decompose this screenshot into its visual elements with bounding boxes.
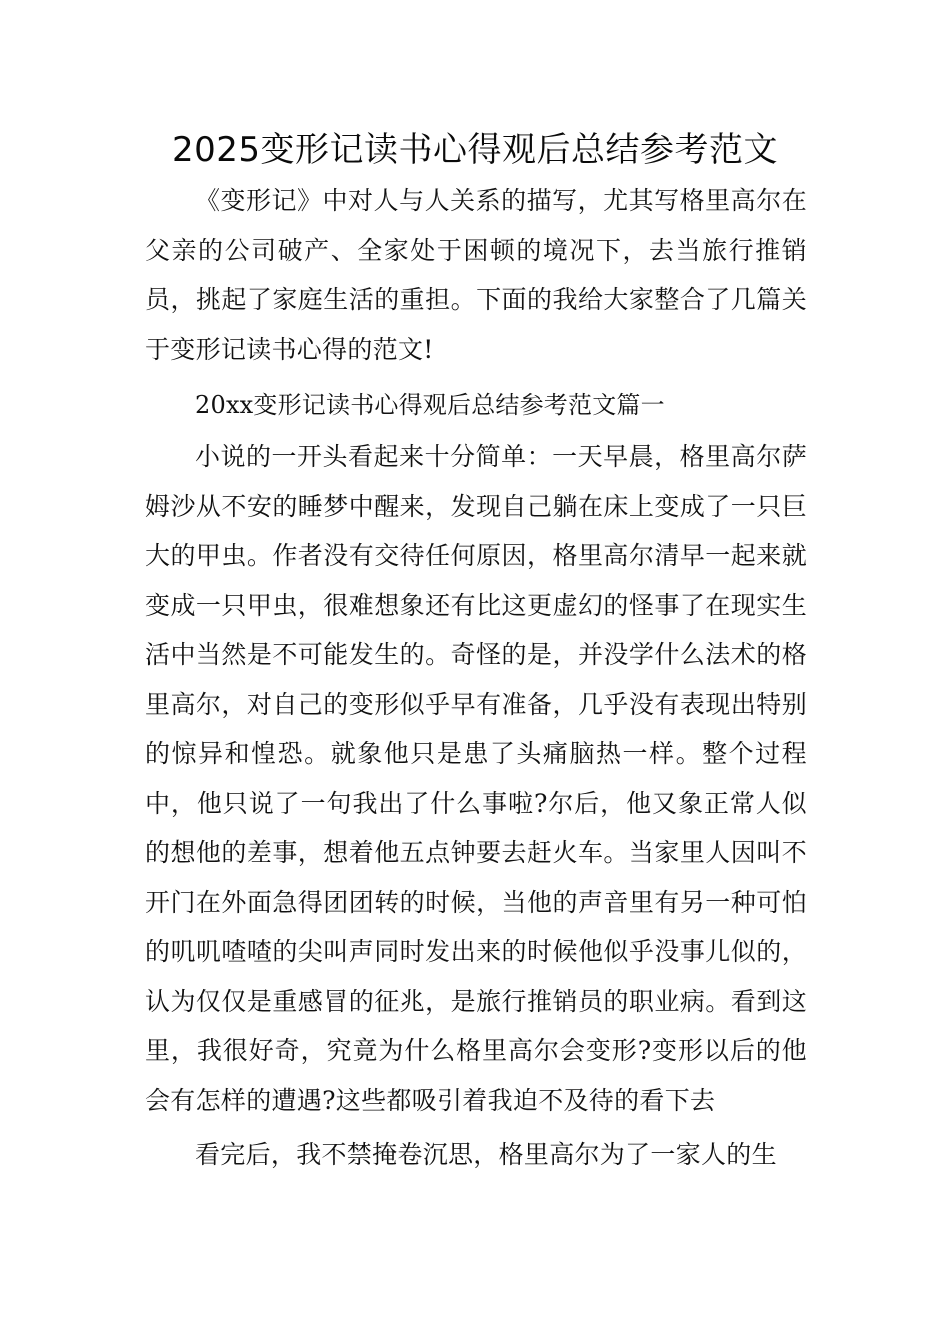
body-paragraph-continued: 看完后，我不禁掩卷沉思，格里高尔为了一家人的生 — [195, 1140, 777, 1169]
document-title: 2025变形记读书心得观后总结参考范文 — [171, 130, 779, 170]
section-heading: 20xx变形记读书心得观后总结参考范文篇一 — [195, 391, 665, 419]
intro-paragraph: 《变形记》中对人与人关系的描写，尤其写格里高尔在父亲的公司破产、全家处于困顿的境况下，去当旅行推销员，挑起了家庭生活的重担。下面的我给大家整合了几篇关于变形记读书心得的范文! — [145, 186, 807, 364]
document-body — [145, 176, 807, 1180]
body-paragraph: 小说的一开头看起来十分简单：一天早晨，格里高尔萨姆沙从不安的睡梦中醒来，发现自己躺在床上变成了一只巨大的甲虫。作者没有交待任何原因，格里高尔清早一起来就变成一只甲虫，很难想象还有比这更虚幻的怪事了在现实生活中当然是不可能发生的。奇怪的是，并没学什么法术的格里高尔，对自己的变形似乎早有准备，几乎没有表现出特别的惊异和惶恐。就象他只是患了头痛脑热一样。整个过程中，他只说了一句我出了什么事啦?尔后，他又象正常人似的想他的差事，想着他五点钟要去赶火车。当家里人因叫不开门在外面急得团团转的时候，当他的声音里有另一种可怕的叽叽喳喳的尖叫声同时发出来的时候他似乎没事儿似的，认为仅仅是重感冒的征兆，是旅行推销员的职业病。看到这里，我很好奇，究竟为什么格里高尔会变形?变形以后的他会有怎样的遭遇?这些都吸引着我迫不及待的看下去 — [145, 442, 807, 1115]
